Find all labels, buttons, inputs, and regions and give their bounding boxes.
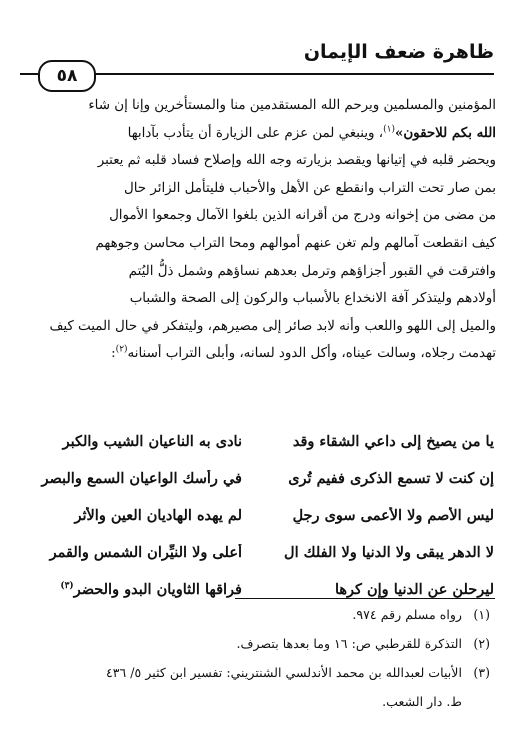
hemistich-first: لا الدهر يبقى ولا الدنيا ولا الفلك ال (284, 544, 494, 561)
text-run: : (111, 346, 116, 362)
header-rule-end (20, 73, 38, 75)
text-line: وافترقت في القبور أجزاؤهم وترمل بعدهم نساؤهم وشمل ذلُّ اليُتم (128, 263, 496, 279)
body-paragraph (20, 92, 496, 368)
footnote-ref: (٢) (115, 344, 128, 355)
footnote-number: (٣) (473, 665, 490, 680)
footnote (20, 600, 490, 629)
footnote-text: الأبيات لعبدالله بن محمد الأندلسي الشنتريني: تفسير ابن كثير ٥/ ٤٣٦ (106, 665, 462, 680)
running-header-title: ظاهرة ضعف الإيمان (303, 41, 494, 63)
hemistich-second (20, 581, 242, 598)
text-line: كيف انقطعت آمالهم ولم تغن عنهم أموالهم ومحا التراب محاسن وجوههم (95, 235, 496, 251)
text-line: ويحضر قلبه في إتيانها ويقصد بزيارته وجه الله وإصلاح فساد قلبه ثم يعتبر (97, 153, 496, 169)
text-line: من مضى من إخوانه ودرج من أقرانه الذين بلغوا الآمال وجمعوا الأموال (109, 208, 496, 224)
footnote (20, 658, 490, 687)
text-line (20, 120, 496, 148)
text-run: فراقها الثاويان البدو والحضر (73, 581, 242, 598)
text-line (20, 340, 496, 368)
poem (20, 423, 494, 608)
footnote-text: التذكرة للقرطبي ص: ١٦ وما بعدها بتصرف. (236, 636, 462, 651)
text-line: أولادهم وليتذكر آفة الانخداع بالأسباب والركون إلى الصحة والشباب (129, 291, 496, 307)
footnote-number: (١) (473, 607, 490, 622)
hemistich-second: لم يهده الهاديان العين والأثر (74, 507, 242, 524)
footnote-ref: (٣) (60, 581, 74, 592)
hemistich-first: ليس الأصم ولا الأعمى سوى رجلٍ (292, 507, 494, 524)
footnote-ref: (١) (383, 124, 395, 135)
footnote-separator (235, 598, 495, 599)
poem-verse (20, 497, 494, 534)
page-number-badge: ٥٨ (38, 60, 96, 92)
footnote-number: (٢) (473, 636, 490, 651)
quoted-hadith-end: الله بكم للاحقون» (394, 124, 496, 141)
hemistich-second: في رأسك الواعيان السمع والبصر (41, 470, 242, 487)
hemistich-second: أعلى ولا النيِّران الشمس والقمر (49, 544, 242, 561)
text-line: المؤمنين والمسلمين ويرحم الله المستقدمين منا والمستأخرين وإنا إن شاء (88, 98, 496, 113)
poem-verse (20, 460, 494, 497)
footnote-continuation: ط. دار الشعب. (382, 694, 462, 709)
footnotes (20, 600, 490, 716)
header-rule (94, 73, 494, 75)
text-line: بمن صار تحت التراب وانقطع عن الأهل والأحباب فليتأمل الزائر حال (123, 180, 496, 196)
footnote (20, 629, 490, 658)
poem-verse (20, 534, 494, 571)
hemistich-second: نادى به الناعيان الشيب والكبر (62, 433, 242, 450)
hemistich-first: إن كنت لا تسمع الذكرى ففيم تُرى (288, 470, 494, 487)
poem-verse (20, 423, 494, 460)
text-run: تهدمت رجلاه، وسالت عيناه، وأكل الدود لسانه، وأبلى التراب أسنانه (127, 346, 496, 362)
hemistich-first: ليرحلن عن الدنيا وإن كرها (334, 581, 494, 598)
footnote-text: رواه مسلم رقم ٩٧٤. (352, 607, 462, 622)
text-line: والميل إلى اللهو واللعب وأنه لابد صائر إلى مصيرهم، وليتفكر في حال الميت كيف (49, 318, 496, 334)
hemistich-first: يا من يصيخ إلى داعي الشقاء وقد (292, 433, 494, 450)
text-run: ، وينبغي لمن عزم على الزيارة أن يتأدب بآدابها (127, 125, 384, 141)
